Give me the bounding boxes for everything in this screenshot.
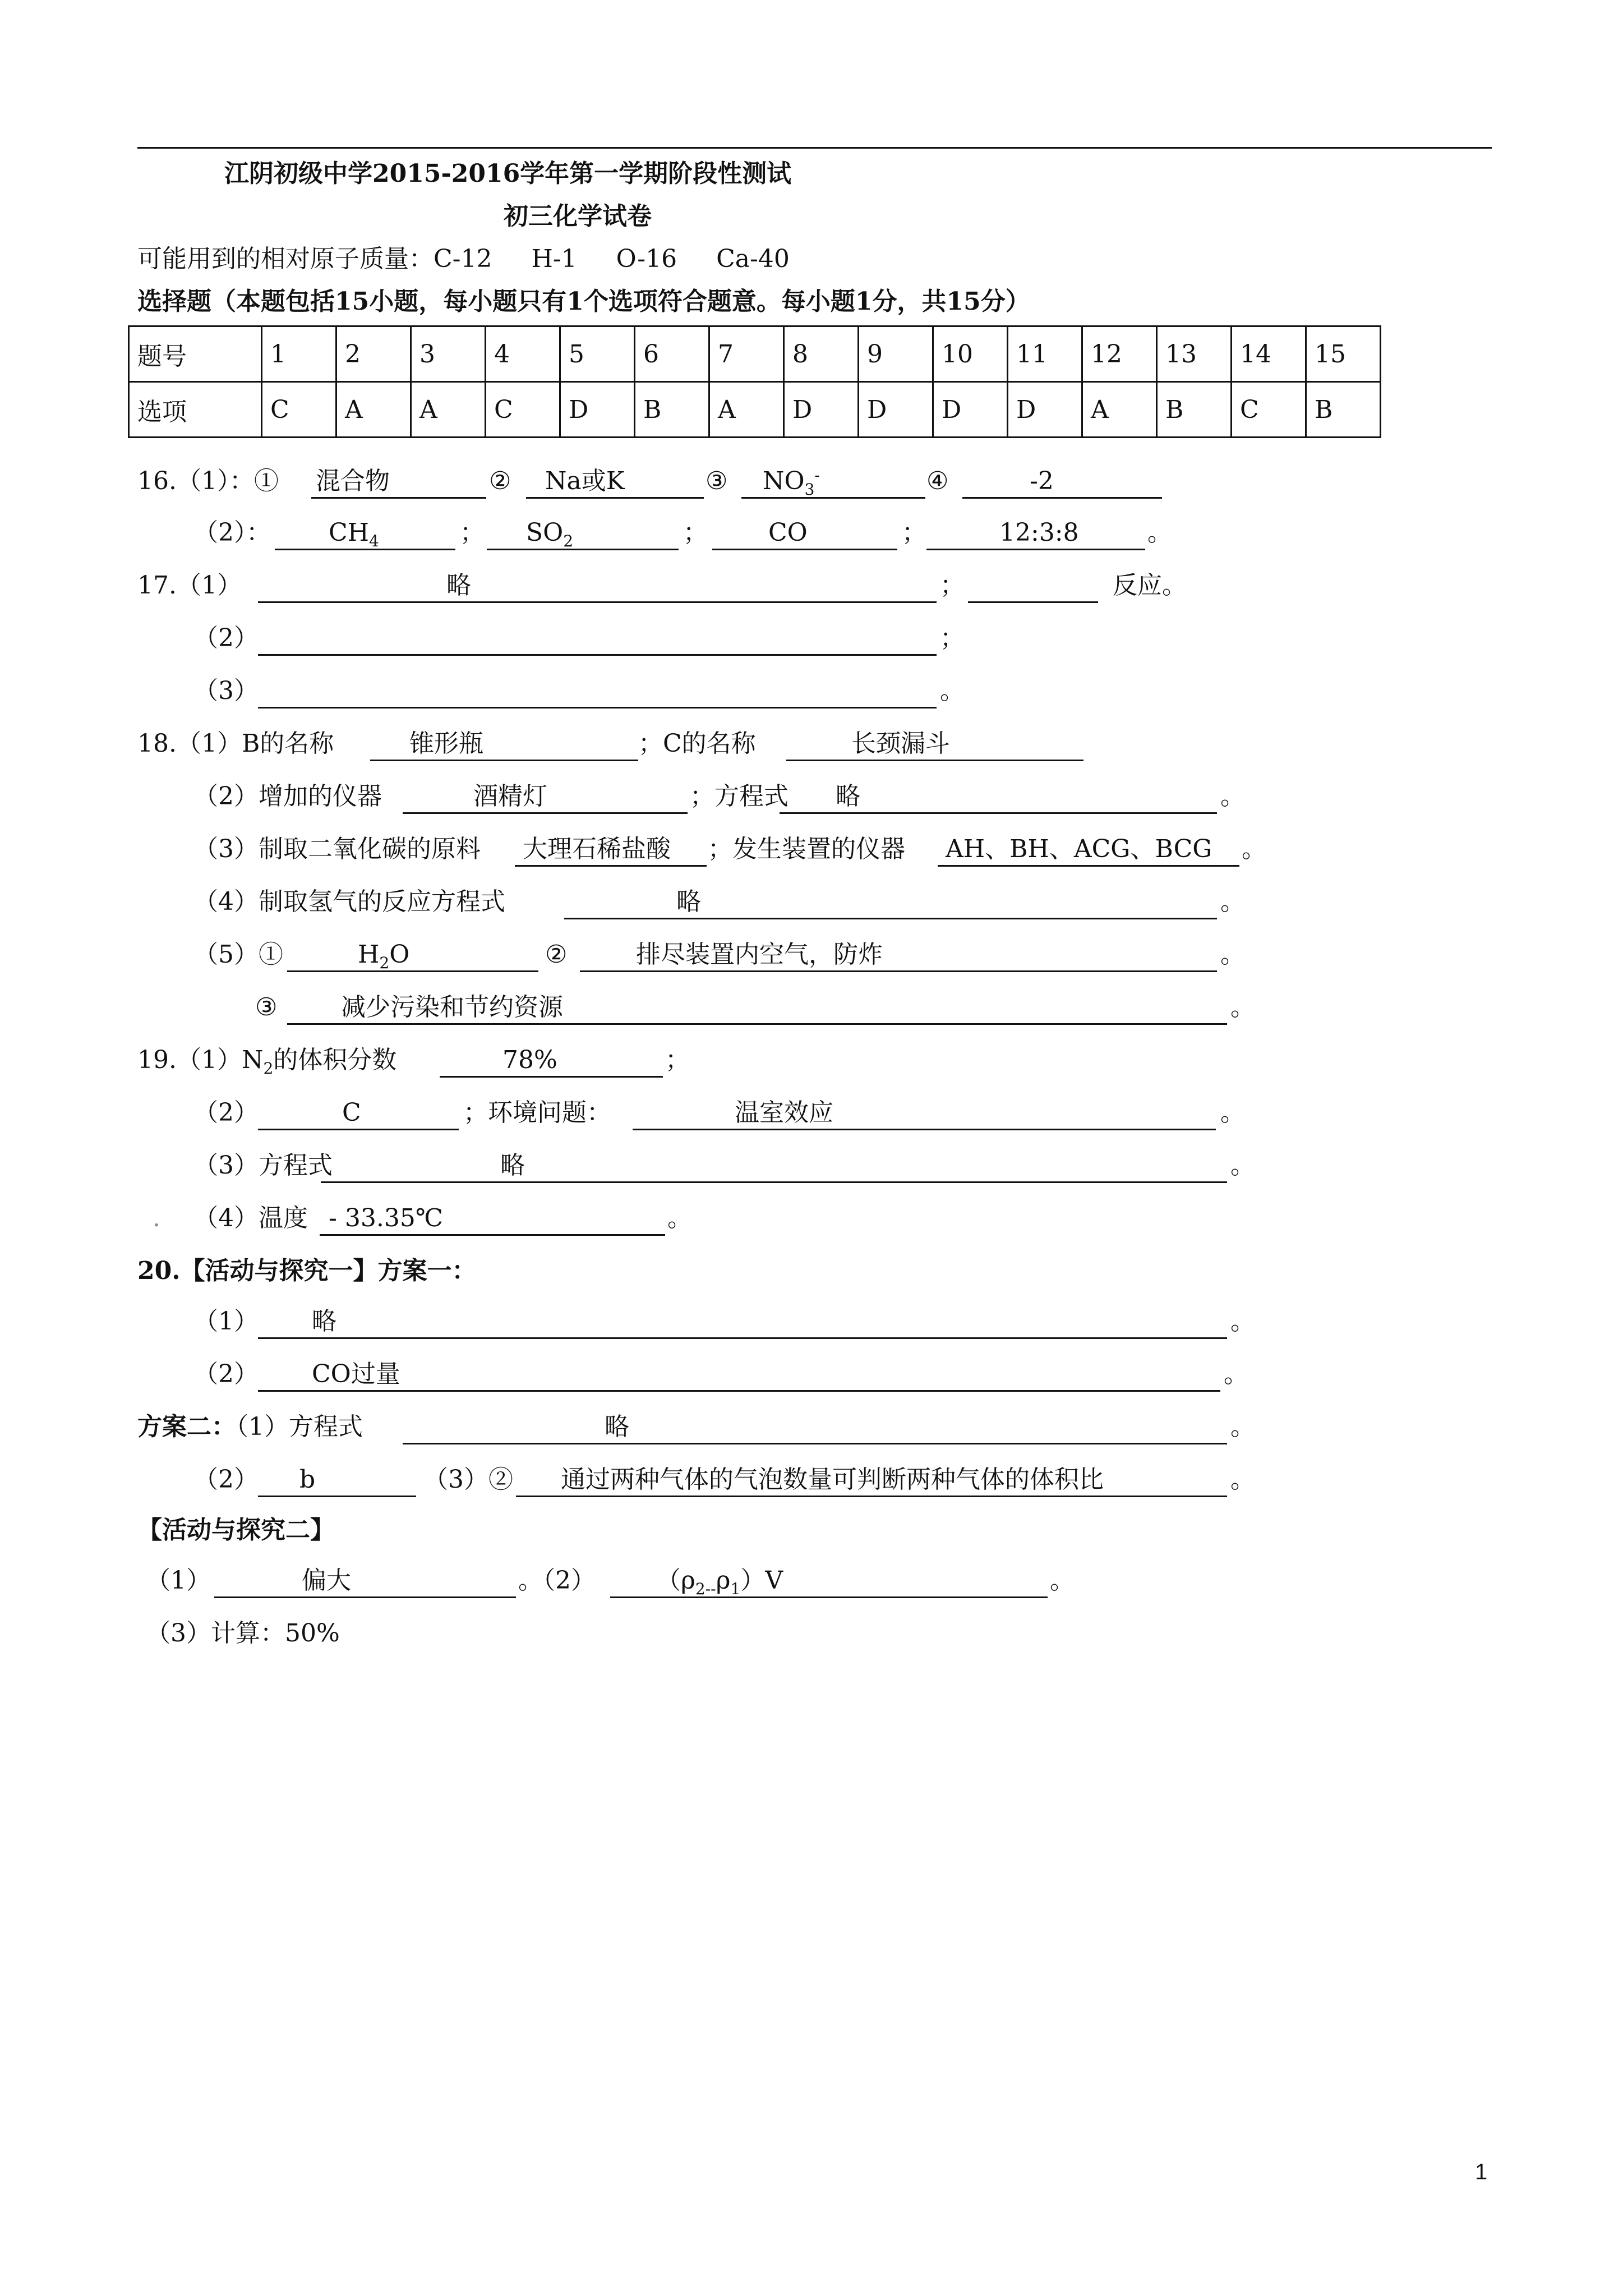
q18-5-mark-2: ②	[545, 940, 568, 969]
q18-c-name: 长颈漏斗	[786, 728, 1083, 761]
q16-mark-2: ②	[489, 467, 511, 495]
q20-1-end: 。	[1230, 1307, 1255, 1336]
q19-env: 温室效应	[633, 1097, 1216, 1130]
page-subtitle: 初三化学试卷	[504, 202, 652, 231]
q18-device: AH、BH、ACG、BCG	[938, 834, 1239, 867]
q18-5-label: （5）①	[193, 940, 283, 969]
answer-cell: D	[784, 382, 859, 438]
answer-cell: C	[1232, 382, 1306, 438]
activity-2-2-end: 。	[1050, 1566, 1075, 1595]
q16-mark-4: ④	[926, 467, 949, 495]
q20-2-label: （2）	[193, 1360, 259, 1388]
page-number: 1	[1475, 2160, 1488, 2184]
q17-answer-3	[258, 675, 937, 708]
q17-answer-1: 略	[258, 570, 937, 603]
number-cell: 2	[336, 326, 411, 382]
number-cell: 9	[859, 326, 933, 382]
number-cell: 5	[560, 326, 635, 382]
number-cell: 14	[1232, 326, 1306, 382]
q20-plan2-answer-1: 略	[403, 1411, 1227, 1444]
number-cell: 1	[262, 326, 336, 382]
q18-5-answer-1: $H_2O$	[287, 939, 538, 972]
q16-answer-4: -2	[962, 466, 1162, 499]
q20-2-end: 。	[1224, 1360, 1248, 1388]
q16-sep-2: ；	[683, 518, 708, 547]
answer-cell: A	[336, 382, 411, 438]
q18-3-label: （3）制取二氧化碳的原料	[193, 835, 481, 863]
number-cell: 11	[1008, 326, 1082, 382]
q16-b3: CO	[712, 517, 897, 550]
q18-5-answer-2: 排尽装置内空气，防炸	[580, 939, 1217, 972]
q18-3-end: 。	[1242, 835, 1266, 863]
q16-1-label: 16.（1）：①	[137, 467, 279, 495]
stray-dot: .	[153, 1204, 160, 1232]
q18-4-end: 。	[1220, 887, 1245, 916]
q18-5-mark-3: ③	[255, 993, 278, 1022]
q16-sep-1: ；	[460, 518, 485, 547]
q16-end: 。	[1147, 518, 1172, 547]
row-label-number: 题号	[129, 326, 262, 382]
q17-2-label: （2）	[193, 624, 259, 652]
q19-3-end: 。	[1230, 1151, 1255, 1180]
q16-b2: $SO_2$	[487, 517, 679, 550]
q18-c-label: ；C的名称	[638, 729, 756, 758]
q16-sep-3: ；	[902, 518, 926, 547]
q16-answer-2: Na或K	[526, 466, 704, 499]
number-cell: 6	[635, 326, 709, 382]
activity-2-1-label: （1）	[146, 1566, 211, 1595]
q20-plan2-3-end: 。	[1230, 1465, 1255, 1494]
q19-4-end: 。	[667, 1204, 692, 1232]
answer-cell: C	[262, 382, 336, 438]
table-row-answers	[129, 382, 1381, 438]
answer-cell: B	[635, 382, 709, 438]
q19-answer-3: 略	[321, 1150, 1227, 1183]
q17-answer-2	[258, 623, 937, 656]
q20-heading: 20.【活动与探究一】方案一：	[137, 1257, 477, 1285]
number-cell: 4	[486, 326, 560, 382]
q19-env-label: ；环境问题：	[463, 1098, 611, 1127]
number-cell: 15	[1306, 326, 1381, 382]
number-cell: 7	[709, 326, 784, 382]
q20-plan2-answer-2: b	[258, 1464, 416, 1497]
top-rule	[137, 147, 1492, 149]
q16-mark-3: ③	[706, 467, 728, 495]
q17-3-end: 。	[940, 677, 965, 705]
q18-1-label: 18.（1）B的名称	[137, 729, 334, 758]
answer-cell: B	[1157, 382, 1232, 438]
q17-3-label: （3）	[193, 677, 259, 705]
number-cell: 10	[933, 326, 1008, 382]
q17-reaction-type	[968, 570, 1098, 603]
q19-2-end: 。	[1220, 1098, 1245, 1127]
q18-2-end: 。	[1220, 782, 1245, 811]
q18-4-label: （4）制取氢气的反应方程式	[193, 887, 505, 916]
answer-cell: A	[411, 382, 486, 438]
q18-2-label: （2）增加的仪器	[193, 782, 382, 811]
table-row-numbers	[129, 326, 1381, 382]
page-title: 江阴初级中学2015-2016学年第一学期阶段性测试	[224, 159, 792, 188]
q16-b1: $CH_4$	[275, 517, 455, 550]
q19-4-label: （4）温度	[193, 1204, 308, 1232]
q16-b4: 12:3:8	[926, 517, 1145, 550]
q18-h2-eq: 略	[564, 886, 1217, 919]
answer-cell: C	[486, 382, 560, 438]
q18-instrument: 酒精灯	[403, 781, 688, 814]
activity-2-mid: 。（2）	[518, 1566, 596, 1595]
number-cell: 13	[1157, 326, 1232, 382]
q18-5-end: 。	[1220, 940, 1245, 969]
answer-cell: D	[933, 382, 1008, 438]
q18-eq: 略	[780, 781, 1217, 814]
q18-eq-label: ；方程式	[690, 782, 789, 811]
mc-heading: 选择题（本题包括15小题，每小题只有1个选项符合题意。每小题1分，共15分）	[137, 287, 1030, 316]
q20-plan2-3-label: （3）②	[423, 1465, 513, 1494]
answer-cell: B	[1306, 382, 1381, 438]
q18-b-name: 锥形瓶	[370, 728, 638, 761]
activity-2-title: 【活动与探究二】	[137, 1516, 335, 1544]
q17-2-end: ；	[940, 624, 965, 652]
q18-device-label: ；发生装置的仪器	[708, 835, 905, 863]
q19-answer-1: 78%	[440, 1045, 663, 1078]
activity-2-answer-2: $(\rho_{2--}\rho_1)V$	[610, 1565, 1048, 1598]
answer-cell: D	[859, 382, 933, 438]
atomic-masses: 可能用到的相对原子质量：C-12 H-1 O-16 Ca-40	[137, 245, 790, 273]
q20-plan2: 方案二：（1）方程式	[137, 1412, 363, 1441]
row-label-answer: 选项	[129, 382, 262, 438]
q20-answer-2: CO过量	[258, 1359, 1220, 1392]
q19-sep: ；	[665, 1046, 690, 1074]
q17-sep: ；	[940, 571, 965, 600]
q17-1-label: 17.（1）	[137, 571, 242, 600]
q19-2-label: （2）	[193, 1098, 259, 1127]
answer-cell: D	[560, 382, 635, 438]
q20-plan2-1-end: 。	[1230, 1412, 1255, 1441]
answer-cell: D	[1008, 382, 1082, 438]
q20-1-label: （1）	[193, 1307, 259, 1336]
mc-answer-table	[128, 325, 1381, 438]
answer-cell: A	[1082, 382, 1157, 438]
q19-answer-2: C	[258, 1097, 459, 1130]
q18-materials: 大理石稀盐酸	[515, 834, 707, 867]
q16-answer-3: $NO_3^-$	[741, 466, 925, 499]
q19-answer-4: - 33.35℃	[320, 1203, 665, 1236]
answer-cell: A	[709, 382, 784, 438]
number-cell: 8	[784, 326, 859, 382]
q20-answer-1: 略	[258, 1306, 1227, 1339]
q16-2-label: （2）：	[193, 518, 271, 547]
number-cell: 12	[1082, 326, 1157, 382]
q17-after: 反应。	[1113, 571, 1187, 600]
q18-5-answer-3: 减少污染和节约资源	[287, 992, 1227, 1025]
q20-plan2-2-label: （2）	[193, 1465, 259, 1494]
q19-1-label: $19.(1)N_2$的体积分数	[137, 1046, 397, 1078]
q18-5-end-2: 。	[1230, 993, 1255, 1022]
q20-plan2-answer-3: 通过两种气体的气泡数量可判断两种气体的体积比	[516, 1464, 1227, 1497]
number-cell: 3	[411, 326, 486, 382]
q16-answer-1: 混合物	[311, 466, 486, 499]
q19-3-label: （3）方程式	[193, 1151, 333, 1180]
activity-2-calc: （3）计算：50%	[146, 1619, 340, 1648]
activity-2-answer-1: 偏大	[214, 1565, 516, 1598]
